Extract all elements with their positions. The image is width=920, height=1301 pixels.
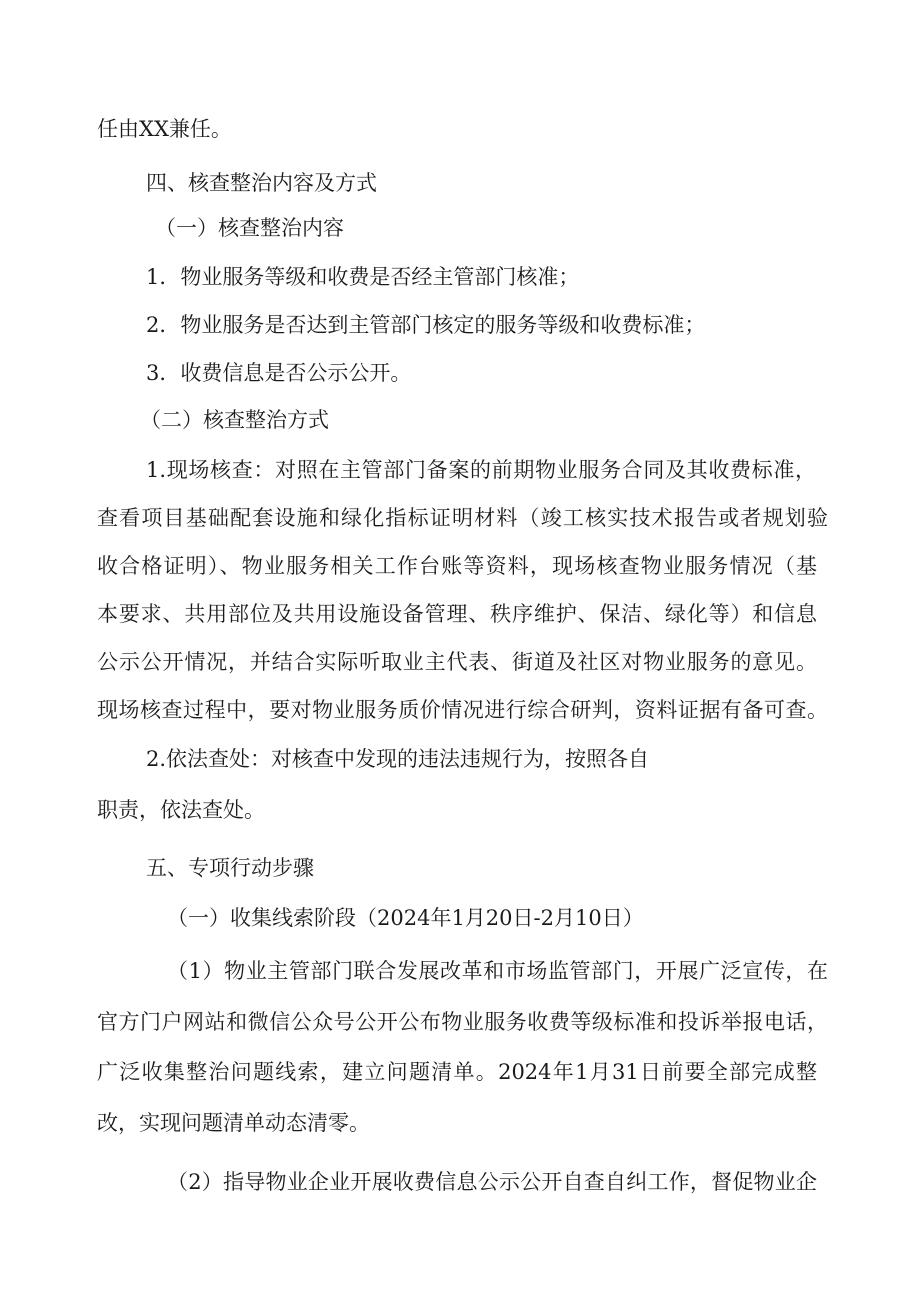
paragraph-line: 职责，依法查处。	[97, 798, 265, 822]
paragraph-line: 查看项目基础配套设施和绿化指标证明材料（竣工核实技术报告或者规划验	[97, 506, 828, 530]
paragraph-line: 现场核查过程中，要对物业服务质价情况进行综合研判，资料证据有备可查。	[97, 698, 828, 722]
paragraph-line: 改，实现问题清单动态清零。	[97, 1111, 370, 1135]
paragraph-line: 公示公开情况，并结合实际听取业主代表、街道及社区对物业服务的意见。	[97, 650, 817, 674]
subheading-inspection-method: （二）核查整治方式	[140, 408, 329, 432]
paragraph-line: 收合格证明）、物业服务相关工作台账等资料，现场核查物业服务情况（基	[97, 554, 817, 578]
paragraph-line: 广泛收集整治问题线索，建立问题清单。2024年1月31日前要全部完成整	[97, 1060, 817, 1084]
section-heading-five: 五、专项行动步骤	[146, 856, 314, 880]
paragraph-line-continuation: 任由XX兼任。	[97, 117, 232, 141]
list-item-3: 3．收费信息是否公示公开。	[146, 361, 412, 385]
subheading-inspection-content: （一）核查整治内容	[155, 216, 344, 240]
list-item-1: 1．物业服务等级和收费是否经主管部门核准；	[146, 265, 580, 289]
list-item-2: 2．物业服务是否达到主管部门核定的服务等级和收费标准；	[146, 313, 706, 337]
paragraph-line: 2.依法查处：对核查中发现的违法违规行为，按照各自	[146, 747, 650, 771]
paragraph-line: 官方门户网站和微信公众号公开公布物业服务收费等级标准和投诉举报电话，	[97, 1010, 828, 1034]
paragraph-line: （1）物业主管部门联合发展改革和市场监管部门，开展广泛宣传，在	[167, 959, 828, 983]
subheading-collect-clues-stage: （一）收集线索阶段（2024年1月20日-2月10日）	[167, 906, 644, 930]
paragraph-line: 本要求、共用部位及共用设施设备管理、秩序维护、保洁、绿化等）和信息	[97, 602, 817, 626]
section-heading-four: 四、核查整治内容及方式	[146, 171, 377, 195]
paragraph-line: 1.现场核查：对照在主管部门备案的前期物业服务合同及其收费标准，	[146, 458, 816, 482]
paragraph-line: （2）指导物业企业开展收费信息公示公开自查自纠工作，督促物业企	[167, 1170, 817, 1194]
